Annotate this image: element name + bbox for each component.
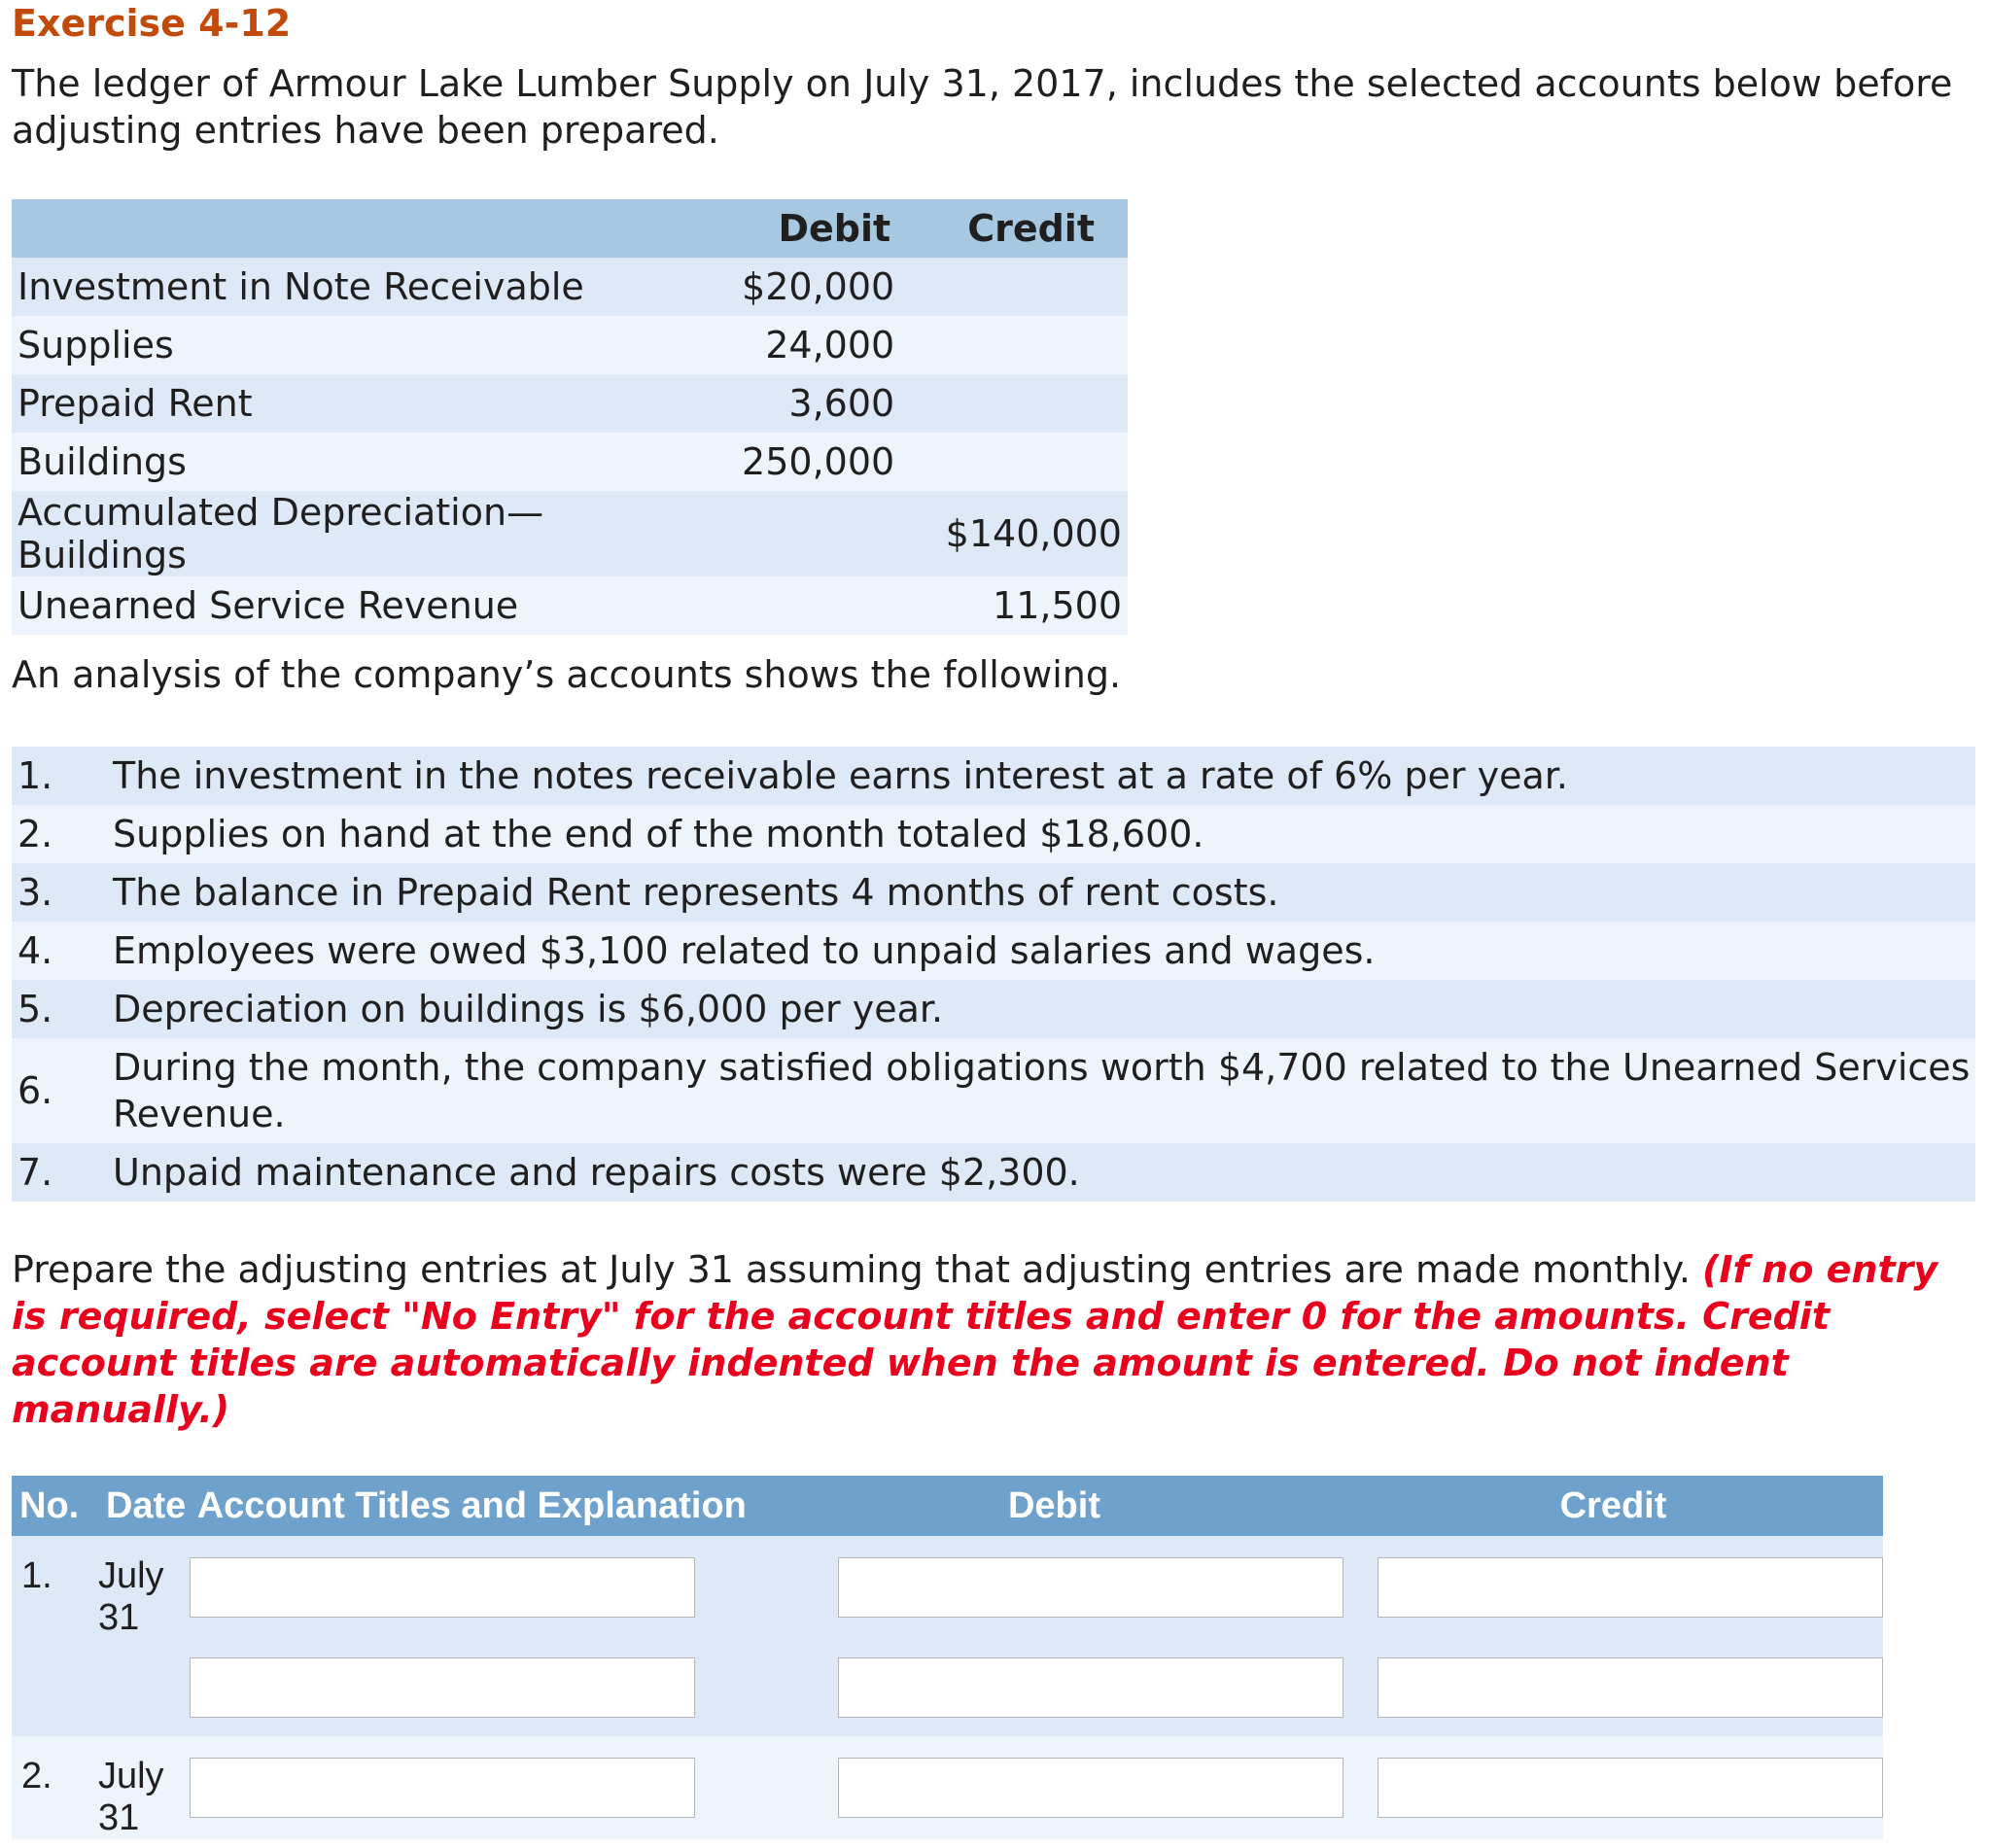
debit-cell — [765, 1639, 1343, 1736]
ledger-credit — [894, 258, 1128, 316]
item-number: 7. — [12, 1143, 113, 1202]
ledger-row — [12, 258, 1128, 316]
instructions-text: Prepare the adjusting entries at July 31 assuming that adjusting entries are made monthly. — [12, 1248, 1691, 1291]
credit-input[interactable] — [1378, 1657, 1883, 1718]
intro-text: The ledger of Armour Lake Lumber Supply on July 31, 2017, includes the selected accounts below before adjusting entries have been prepared. — [12, 62, 1953, 152]
debit-cell — [765, 1736, 1343, 1839]
ledger-account: Prepaid Rent — [12, 374, 683, 433]
item-number: 5. — [12, 980, 113, 1038]
item-number: 2. — [12, 805, 113, 863]
ledger-debit: $20,000 — [683, 258, 894, 316]
debit-cell — [765, 1536, 1343, 1639]
credit-cell — [1343, 1639, 1883, 1736]
journal-header-debit: Debit — [765, 1476, 1343, 1536]
journal-header-no: No. — [12, 1476, 98, 1536]
ledger-header-credit: Credit — [894, 199, 1128, 258]
entry-number: 2. — [12, 1736, 98, 1839]
debit-input[interactable] — [838, 1657, 1343, 1718]
list-item — [12, 1038, 1975, 1143]
item-number: 3. — [12, 863, 113, 922]
journal-row — [12, 1736, 1883, 1839]
instructions — [12, 1246, 1975, 1433]
account-title-input[interactable] — [190, 1758, 695, 1818]
credit-input[interactable] — [1378, 1758, 1883, 1818]
list-item — [12, 863, 1975, 922]
entry-date-empty — [98, 1639, 190, 1736]
journal-header-row — [12, 1476, 1883, 1536]
ledger-credit: $140,000 — [894, 491, 1128, 576]
item-text: The investment in the notes receivable earns interest at a rate of 6% per year. — [113, 747, 1975, 805]
item-text: Depreciation on buildings is $6,000 per year. — [113, 980, 1975, 1038]
ledger-account: Buildings — [12, 433, 683, 491]
ledger-debit: 3,600 — [683, 374, 894, 433]
credit-input[interactable] — [1378, 1557, 1883, 1618]
ledger-credit — [894, 374, 1128, 433]
ledger-header-row — [12, 199, 1128, 258]
entry-number-empty — [12, 1639, 98, 1736]
ledger-account: Unearned Service Revenue — [12, 576, 683, 635]
list-item — [12, 747, 1975, 805]
ledger-account: Accumulated Depreciation—Buildings — [12, 491, 683, 576]
journal-row — [12, 1536, 1883, 1639]
ledger-debit — [683, 491, 894, 576]
entry-date: July 31 — [98, 1736, 190, 1839]
debit-input[interactable] — [838, 1557, 1343, 1618]
ledger-credit — [894, 316, 1128, 374]
ledger-row — [12, 576, 1128, 635]
analysis-intro: An analysis of the company’s accounts shows the following. — [12, 653, 1122, 696]
item-text: Supplies on hand at the end of the month totaled $18,600. — [113, 805, 1975, 863]
ledger-row — [12, 433, 1128, 491]
ledger-row — [12, 491, 1128, 576]
journal-table — [12, 1476, 1883, 1839]
exercise-title: Exercise 4-12 — [12, 2, 292, 45]
entry-date: July 31 — [98, 1536, 190, 1639]
instructions-note: (If no entry is required, select "No Entry" for the account titles and enter 0 for the amounts. Credit account titles are automatically indented when the amount is entered. Do not indent manually.) — [12, 1248, 1938, 1431]
list-item — [12, 922, 1975, 980]
debit-input[interactable] — [838, 1758, 1343, 1818]
ledger-header-account — [12, 199, 683, 258]
journal-header-date: Date — [98, 1476, 190, 1536]
ledger-table — [12, 199, 1128, 635]
item-text: Unpaid maintenance and repairs costs were $2,300. — [113, 1143, 1975, 1202]
item-text: The balance in Prepaid Rent represents 4 months of rent costs. — [113, 863, 1975, 922]
entry-number: 1. — [12, 1536, 98, 1639]
ledger-row — [12, 374, 1128, 433]
account-cell — [190, 1536, 765, 1639]
account-title-input[interactable] — [190, 1657, 695, 1718]
ledger-debit: 24,000 — [683, 316, 894, 374]
item-number: 1. — [12, 747, 113, 805]
account-cell — [190, 1736, 765, 1839]
journal-header-credit: Credit — [1343, 1476, 1883, 1536]
item-text: During the month, the company satisfied obligations worth $4,700 related to the Unearned Services Revenue. — [113, 1038, 1975, 1143]
list-item — [12, 805, 1975, 863]
list-item — [12, 980, 1975, 1038]
journal-header-account: Account Titles and Explanation — [190, 1476, 765, 1536]
ledger-debit — [683, 576, 894, 635]
ledger-credit: 11,500 — [894, 576, 1128, 635]
credit-cell — [1343, 1736, 1883, 1839]
journal-row — [12, 1639, 1883, 1736]
analysis-list — [12, 747, 1975, 1202]
ledger-debit: 250,000 — [683, 433, 894, 491]
account-cell — [190, 1639, 765, 1736]
item-number: 6. — [12, 1038, 113, 1143]
list-item — [12, 1143, 1975, 1202]
ledger-account: Investment in Note Receivable — [12, 258, 683, 316]
ledger-row — [12, 316, 1128, 374]
item-text: Employees were owed $3,100 related to unpaid salaries and wages. — [113, 922, 1975, 980]
item-number: 4. — [12, 922, 113, 980]
ledger-header-debit: Debit — [683, 199, 894, 258]
credit-cell — [1343, 1536, 1883, 1639]
account-title-input[interactable] — [190, 1557, 695, 1618]
ledger-account: Supplies — [12, 316, 683, 374]
ledger-credit — [894, 433, 1128, 491]
